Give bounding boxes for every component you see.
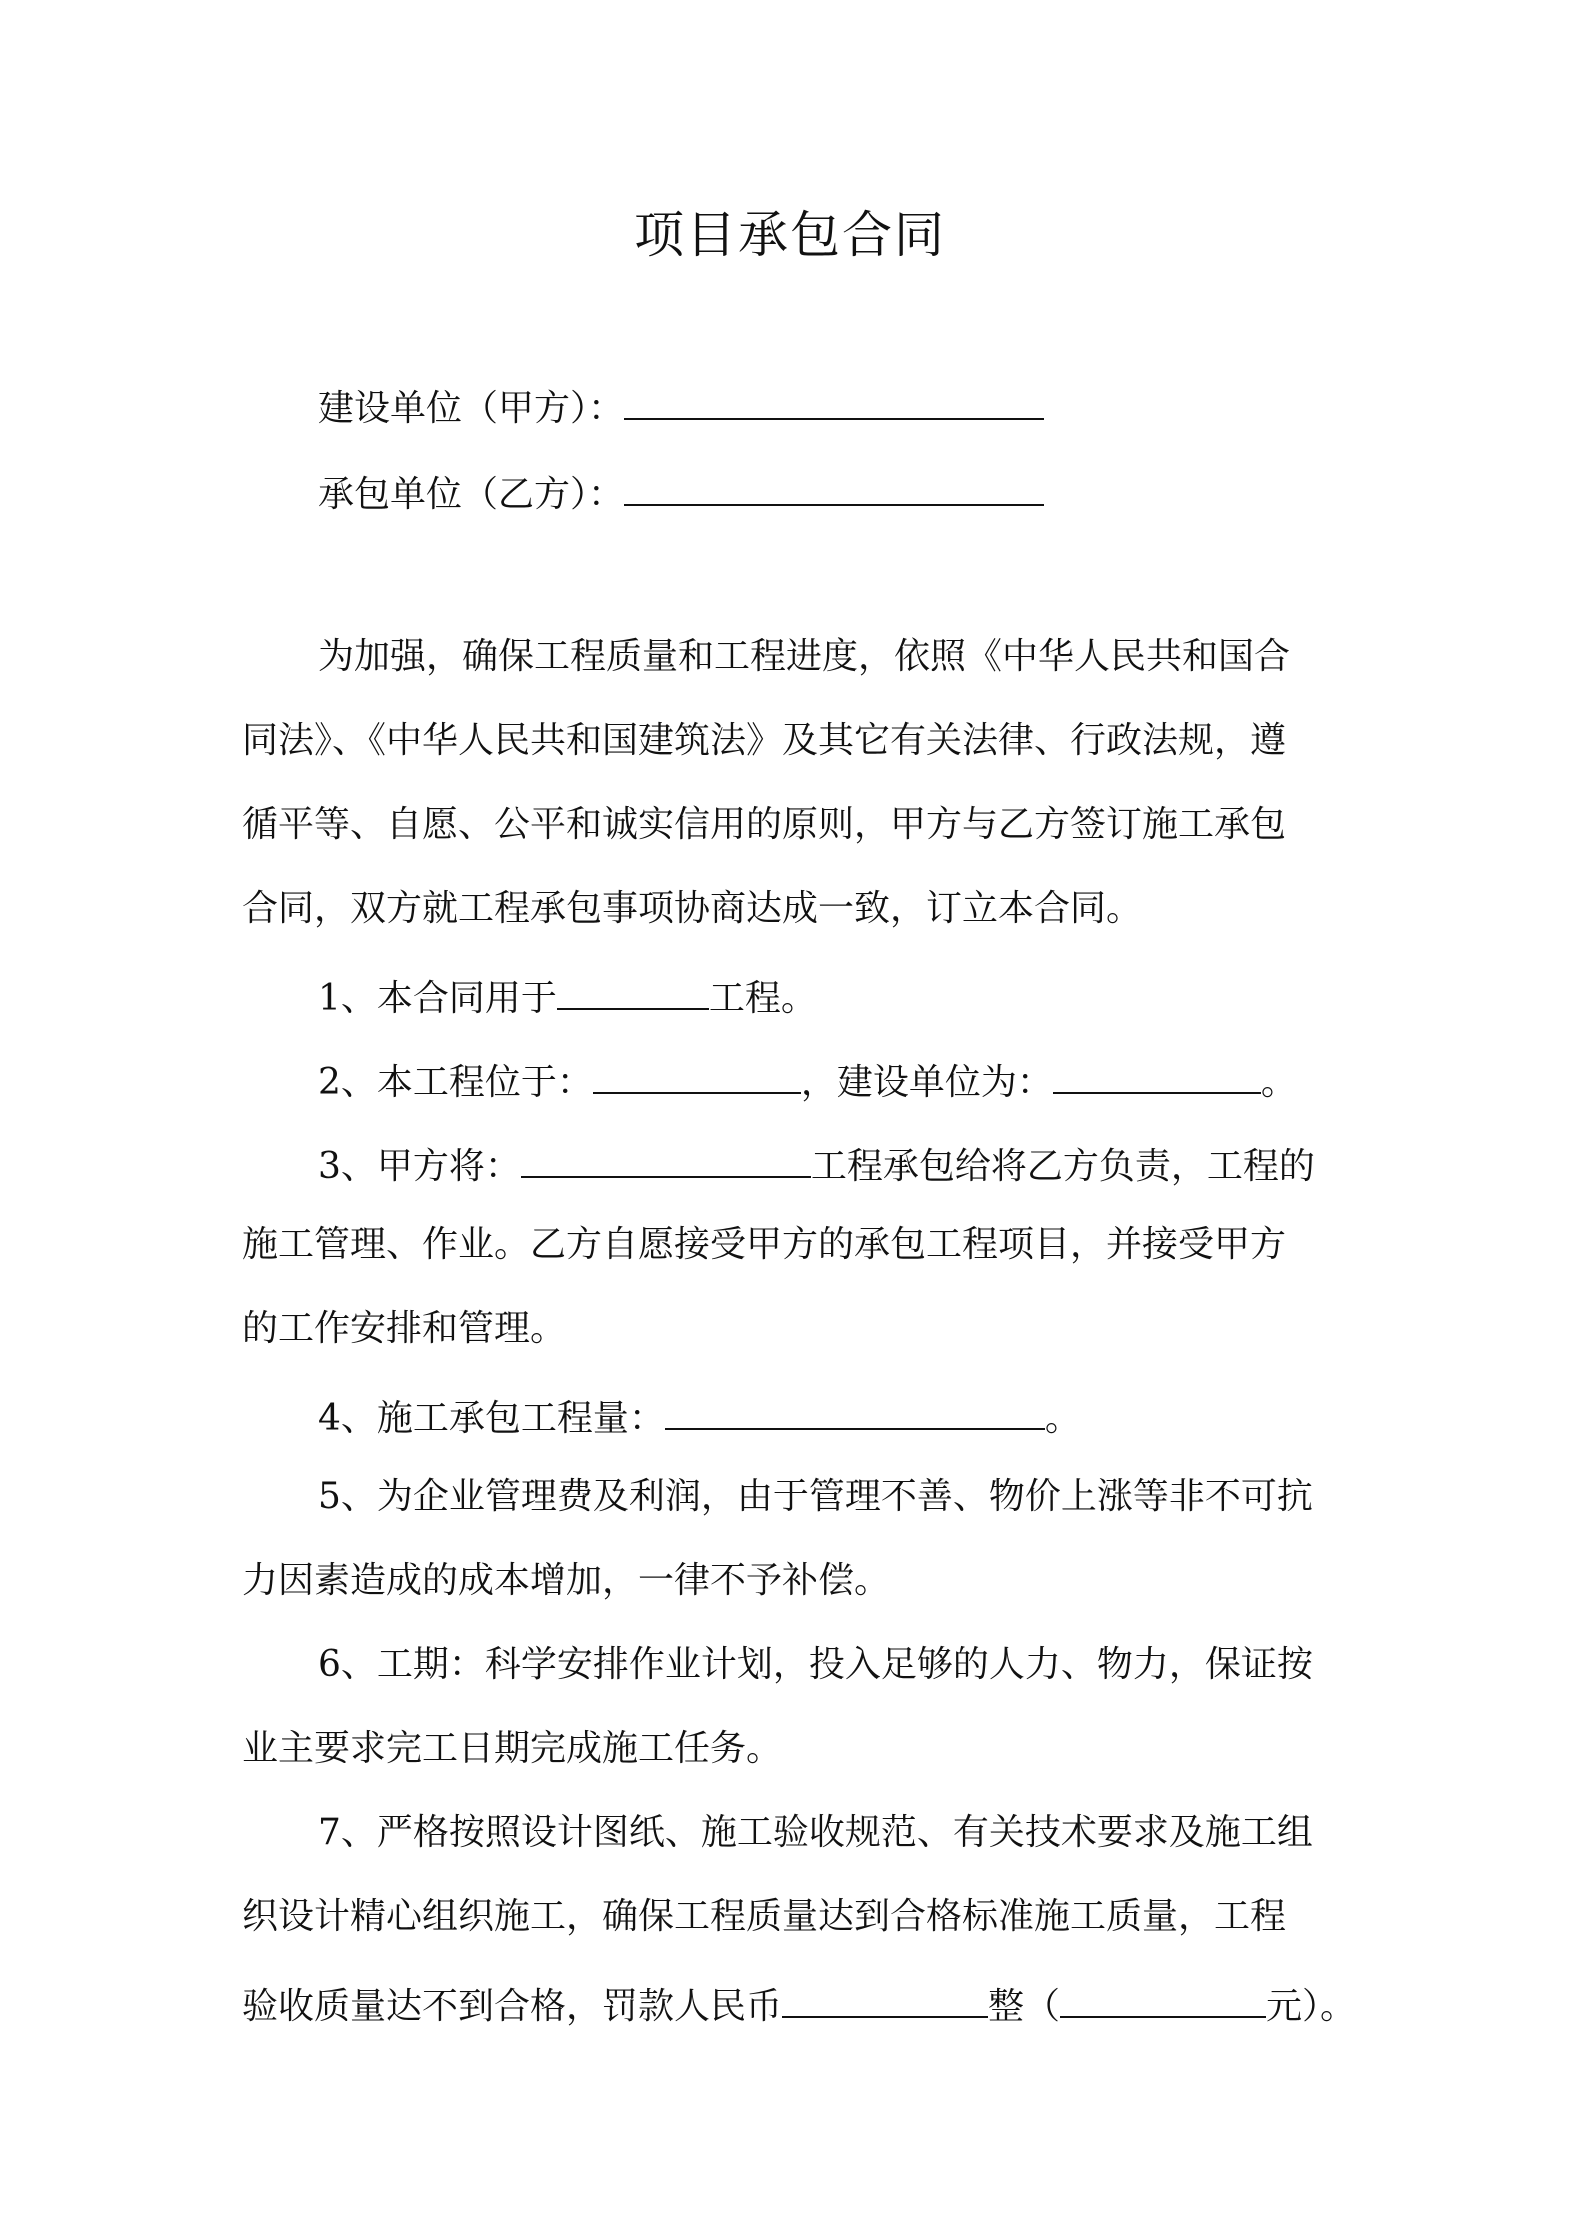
clause-1 (318, 968, 817, 1024)
party-b-label: 承包单位（乙方）： (318, 474, 625, 515)
intro-line-1: 为加强，确保工程质量和工程进度，依照《中华人民共和国合 (318, 636, 1291, 677)
clause-3-prefix: 3、甲方将： (318, 1146, 521, 1187)
party-b-line (318, 464, 1044, 520)
clause-7-line-1: 7、严格按照设计图纸、施工验收规范、有关技术要求及施工组 (318, 1812, 1313, 1853)
clause-2-prefix: 2、本工程位于： (318, 1062, 593, 1103)
clause-6-line-1: 6、工期：科学安排作业计划，投入足够的人力、物力，保证按 (318, 1644, 1313, 1685)
party-a-label: 建设单位（甲方）： (318, 388, 625, 429)
clause-4-blank (665, 1388, 1045, 1430)
clause-7-suffix: 元）。 (1266, 1986, 1357, 2027)
page-title: 项目承包合同 (634, 206, 946, 264)
clause-7-middle: 整（ (988, 1986, 1061, 2027)
clause-3-line-2: 施工管理、作业。乙方自愿接受甲方的承包工程项目，并接受甲方 (242, 1224, 1287, 1265)
clause-3-blank (521, 1136, 811, 1178)
clause-7-line-3 (242, 1976, 1356, 2032)
clause-7-line-2: 织设计精心组织施工，确保工程质量达到合格标准施工质量，工程 (242, 1896, 1287, 1937)
clause-5-line-1: 5、为企业管理费及利润，由于管理不善、物价上涨等非不可抗 (318, 1476, 1313, 1517)
clause-7-prefix: 验收质量达不到合格，罚款人民币 (242, 1986, 783, 2027)
clause-6-line-2: 业主要求完工日期完成施工任务。 (242, 1728, 783, 1769)
clause-5-line-2: 力因素造成的成本增加，一律不予补偿。 (242, 1560, 891, 1601)
party-b-blank (624, 464, 1044, 506)
clause-2-blank-2 (1053, 1052, 1261, 1094)
clause-1-blank (557, 968, 709, 1010)
clause-7-blank-2 (1060, 1976, 1266, 2018)
party-a-blank (624, 378, 1044, 420)
clause-1-suffix: 工程。 (708, 978, 817, 1019)
clause-1-prefix: 1、本合同用于 (318, 978, 557, 1019)
clause-3-suffix: 工程承包给将乙方负责，工程的 (810, 1146, 1315, 1187)
clause-2-suffix: 。 (1260, 1062, 1297, 1103)
clause-3-line-1 (318, 1136, 1315, 1192)
party-a-line (318, 378, 1044, 434)
clause-4-suffix: 。 (1044, 1398, 1081, 1439)
intro-line-2: 同法》、《中华人民共和国建筑法》及其它有关法律、行政法规，遵 (242, 720, 1287, 761)
intro-line-3: 循平等、自愿、公平和诚实信用的原则，甲方与乙方签订施工承包 (242, 804, 1287, 845)
clause-7-blank-1 (782, 1976, 988, 2018)
clause-2 (318, 1052, 1297, 1108)
clause-3-line-3: 的工作安排和管理。 (242, 1308, 567, 1349)
clause-4 (318, 1388, 1081, 1444)
clause-2-blank-1 (593, 1052, 801, 1094)
intro-line-4: 合同，双方就工程承包事项协商达成一致，订立本合同。 (242, 888, 1143, 929)
clause-4-prefix: 4、施工承包工程量： (318, 1398, 665, 1439)
clause-2-middle: ，建设单位为： (800, 1062, 1053, 1103)
